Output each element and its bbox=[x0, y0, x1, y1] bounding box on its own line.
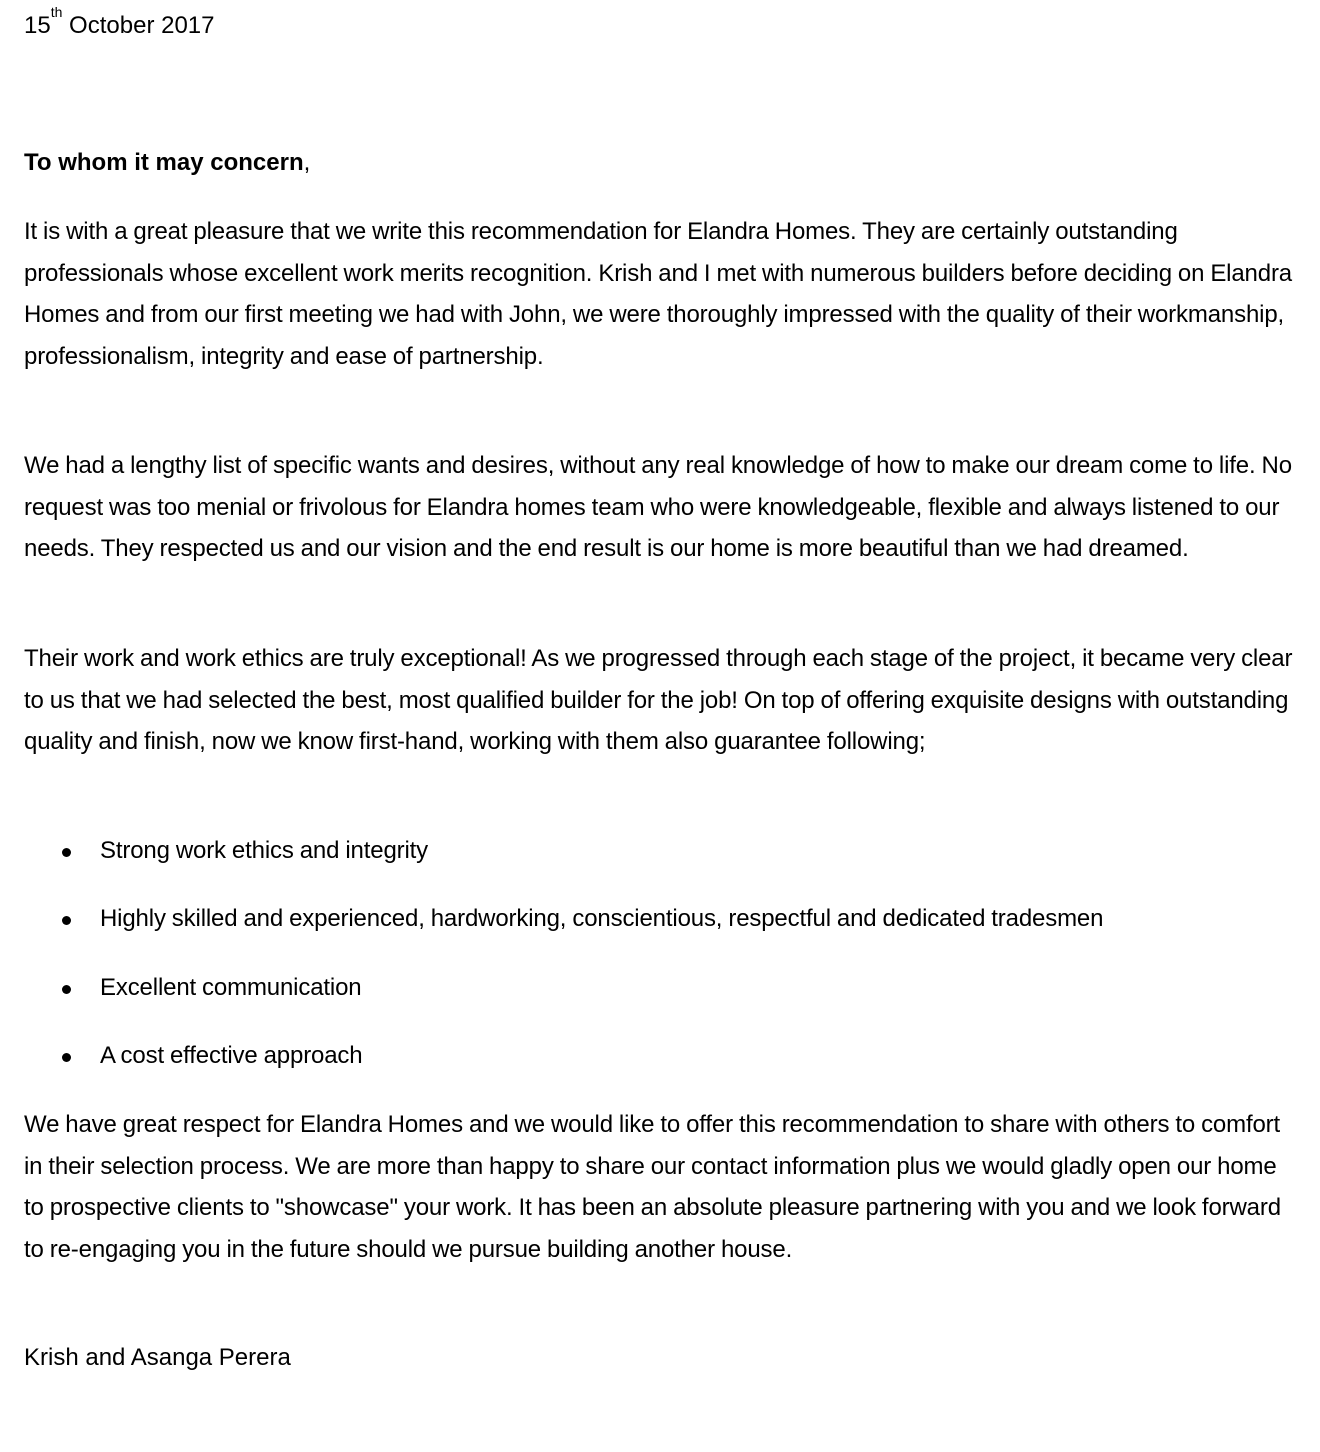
salutation-text: To whom it may concern bbox=[24, 149, 304, 176]
date-day: 15 bbox=[24, 12, 51, 39]
bullet-icon bbox=[62, 848, 71, 857]
paragraph-ethics: Their work and work ethics are truly exceptional! As we progressed through each stage of the project, it became very clear to us that we had selected the best, most qualified builder for the job! On top of offering exquisite designs with outstanding quality and finish, now we know first-hand, working with them also guarantee following; bbox=[24, 645, 1293, 755]
list-item-text: Excellent communication bbox=[100, 974, 362, 1001]
list-item-text: Strong work ethics and integrity bbox=[100, 837, 429, 864]
letter-date bbox=[24, 4, 215, 42]
date-month-year: October 2017 bbox=[62, 12, 215, 39]
bullet-icon bbox=[62, 916, 71, 925]
salutation bbox=[24, 147, 310, 179]
date-ordinal-suffix: th bbox=[50, 4, 63, 20]
signature: Krish and Asanga Perera bbox=[24, 1344, 291, 1371]
paragraph-wants: We had a lengthy list of specific wants and desires, without any real knowledge of how to make our dream come to life. No request was too menial or frivolous for Elandra homes team who were knowledgeable, flexible and always listened to our needs. They respected us and our vision and the end result is our home is more beautiful than we had dreamed. bbox=[24, 452, 1292, 562]
salutation-punctuation: , bbox=[303, 149, 311, 176]
bullet-icon bbox=[62, 985, 71, 994]
list-item-text: Highly skilled and experienced, hardworking, conscientious, respectful and dedicated tradesmen bbox=[100, 905, 1104, 932]
list-item-text: A cost effective approach bbox=[100, 1042, 363, 1069]
paragraph-closing: We have great respect for Elandra Homes and we would like to offer this recommendation to share with others to comfort in their selection process. We are more than happy to share our contact information plus we would gladly open our home to prospective clients to "showcase" your work. It has been an absolute pleasure partnering with you and we look forward to re-engaging you in the future should we pursue building another house. bbox=[24, 1111, 1281, 1263]
paragraph-intro: It is with a great pleasure that we write this recommendation for Elandra Homes. They are certainly outstanding professionals whose excellent work merits recognition. Krish and I met with numerous builders before deciding on Elandra Homes and from our first meeting we had with John, we were thoroughly impressed with the quality of their workmanship, professionalism, integrity and ease of partnership. bbox=[24, 218, 1292, 370]
bullet-icon bbox=[62, 1053, 71, 1062]
